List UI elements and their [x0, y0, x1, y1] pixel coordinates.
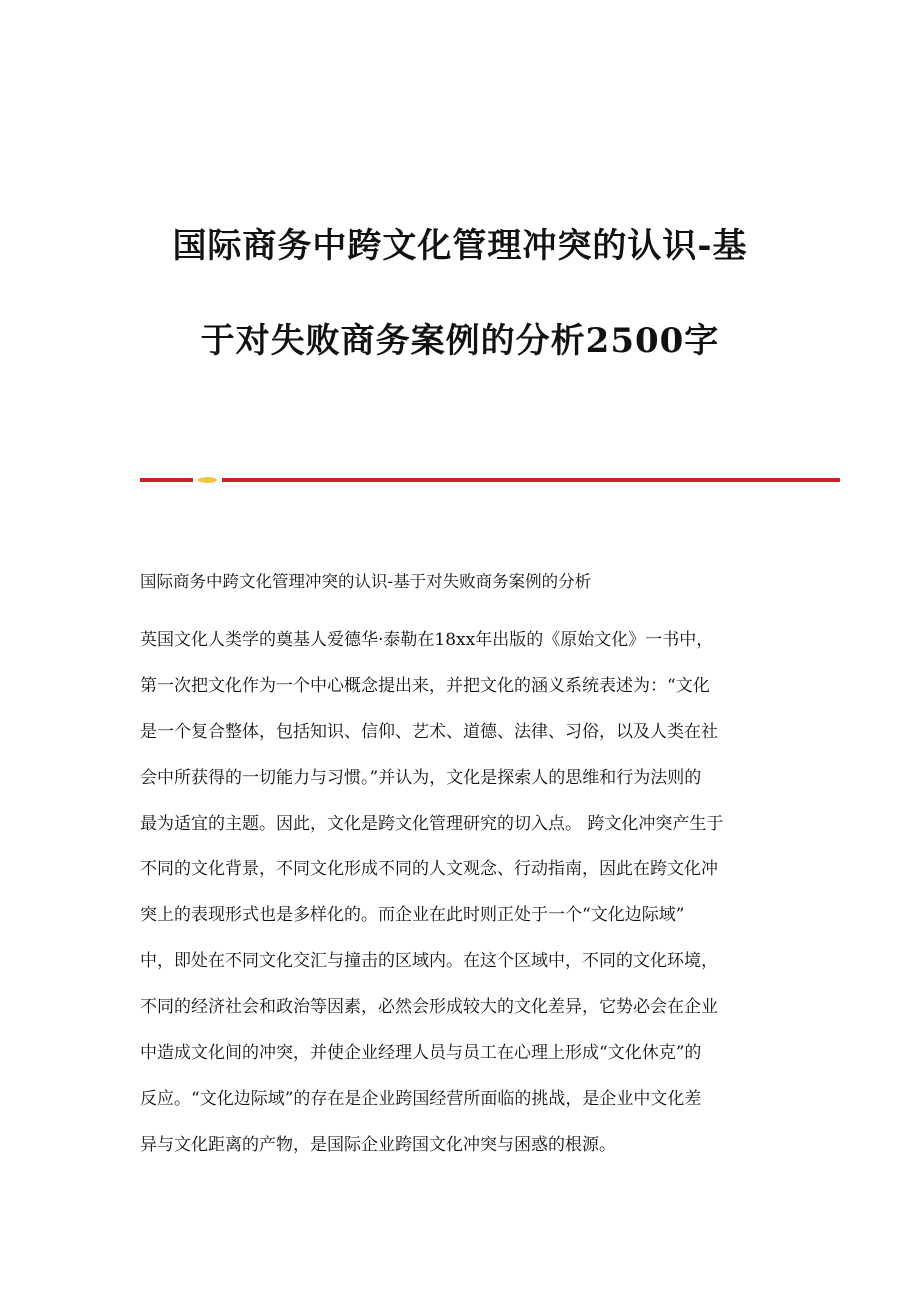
body-line: 第一次把文化作为一个中心概念提出来，并把文化的涵义系统表述为：“文化: [140, 675, 710, 696]
divider-left: [140, 478, 193, 482]
body-line: 反应。“文化边际域”的存在是企业跨国经营所面临的挑战，是企业中文化差: [140, 1088, 702, 1109]
body-line: 不同的经济社会和政治等因素，必然会形成较大的文化差异，它势必会在企业: [140, 997, 718, 1018]
body-line: 突上的表现形式也是多样化的。而企业在此时则正处于一个“文化边际域”: [140, 905, 685, 926]
body-line: 不同的文化背景，不同文化形成不同的人文观念、行动指南，因此在跨文化冲: [140, 859, 718, 880]
body-line: 中造成文化间的冲突，并使企业经理人员与员工在心理上形成“文化休克”的: [140, 1043, 702, 1064]
body-line: 中，即处在不同文化交汇与撞击的区域内。在这个区域中，不同的文化环境，: [140, 951, 718, 972]
body-paragraph: [140, 621, 800, 1172]
title-line-2: 于对失败商务案例的分析2500字: [200, 321, 720, 361]
title-line-1: 国际商务中跨文化管理冲突的认识-基: [172, 226, 748, 266]
body-line: 英国文化人类学的奠基人爱德华·泰勒在18xx年出版的《原始文化》一书中，: [140, 630, 714, 650]
body-line: 是一个复合整体，包括知识、信仰、艺术、道德、法律、习俗，以及人类在社: [140, 721, 718, 742]
body-line: 最为适宜的主题。因此，文化是跨文化管理研究的切入点。 跨文化冲突产生于: [140, 813, 724, 834]
divider-right: [222, 478, 840, 482]
divider-ornament-icon: [198, 477, 217, 483]
section-heading: 国际商务中跨文化管理冲突的认识-基于对失败商务案例的分析: [140, 572, 592, 591]
body-line: 会中所获得的一切能力与习惯。”并认为，文化是探索人的思维和行为法则的: [140, 767, 702, 788]
body-line: 异与文化距离的产物，是国际企业跨国文化冲突与困惑的根源。: [140, 1134, 616, 1155]
